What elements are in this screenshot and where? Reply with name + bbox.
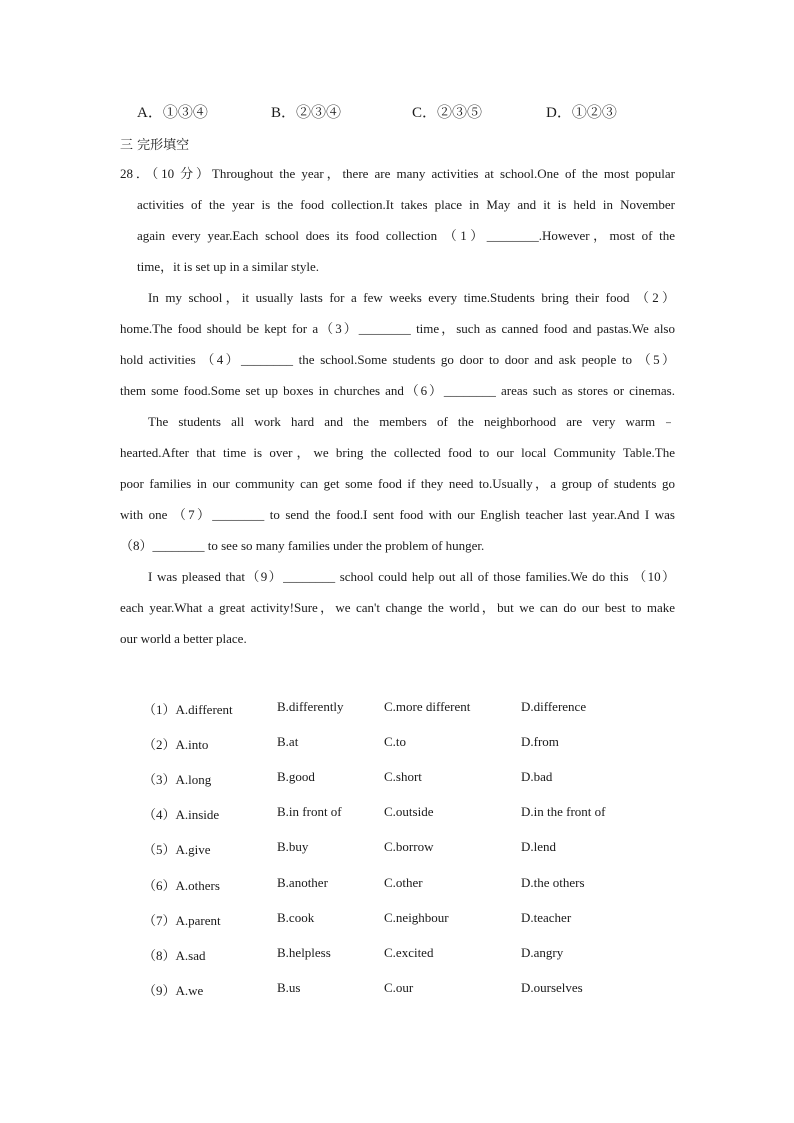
passage-line: again every year.Each school does its food collection （1）________.However，most of the: [137, 228, 675, 243]
choice-row: [0, 910, 794, 930]
choice-b: B.differently: [277, 699, 344, 714]
choice-a: （4）A.inside: [143, 807, 220, 822]
choice-b: B.cook: [277, 910, 315, 925]
previous-question-options: [0, 101, 794, 123]
choice-c: C.neighbour: [384, 910, 449, 925]
choice-b: B.us: [277, 980, 301, 995]
choice-d: D.from: [521, 734, 559, 749]
choice-d: D.bad: [521, 769, 553, 784]
passage-line: each year.What a great activity!Sure，we can't change the world，but we can do our best to make: [120, 600, 675, 615]
choice-a: （2）A.into: [143, 737, 209, 752]
choice-a: （9）A.we: [143, 983, 204, 998]
passage-line: hearted.After that time is over，we bring the collected food to our local Community Table.The: [120, 445, 675, 460]
passage-line: poor families in our community can get some food if they need to.Usually，a group of students go: [120, 476, 675, 491]
choice-b: B.buy: [277, 839, 309, 854]
passage-line: activities of the year is the food collection.It takes place in May and it is held in November: [137, 197, 675, 212]
choice-b: B.helpless: [277, 945, 331, 960]
passage-line: time，it is set up in a similar style.: [137, 259, 319, 274]
passage-line: home.The food should be kept for a（3）________ time，such as canned food and pastas.We also: [120, 321, 675, 336]
choice-d: D.the others: [521, 875, 585, 890]
choice-d: D.teacher: [521, 910, 572, 925]
choice-c: C.our: [384, 980, 414, 995]
choice-row: [0, 734, 794, 754]
choice-c: C.to: [384, 734, 407, 749]
option-a: A．①③④: [137, 105, 208, 121]
choice-row: [0, 839, 794, 859]
choice-c: C.borrow: [384, 839, 434, 854]
choice-c: C.outside: [384, 804, 434, 819]
choice-b: B.another: [277, 875, 328, 890]
option-d: D．①②③: [546, 105, 617, 121]
choice-b: B.good: [277, 769, 315, 784]
choice-c: C.more different: [384, 699, 471, 714]
choice-a: （7）A.parent: [143, 913, 221, 928]
choice-row: [0, 945, 794, 965]
passage-line: our world a better place.: [120, 631, 247, 646]
choice-c: C.short: [384, 769, 422, 784]
choice-a: （8）A.sad: [143, 948, 206, 963]
passage-line: I was pleased that（9）________ school could help out all of those families.We do this （10）: [148, 569, 675, 584]
choice-d: D.in the front of: [521, 804, 606, 819]
passage-line: 28．（10 分）Throughout the year，there are many activities at school.One of the most popular: [120, 166, 675, 181]
choice-row: [0, 804, 794, 824]
passage-line: hold activities （4）________ the school.Some students go door to door and ask people to （5）: [120, 352, 675, 367]
choice-a: （3）A.long: [143, 772, 212, 787]
choice-b: B.in front of: [277, 804, 342, 819]
choice-row: [0, 769, 794, 789]
passage-line: them some food.Some set up boxes in churches and（6）________ areas such as stores or cinemas.: [120, 383, 675, 398]
option-b: B．②③④: [271, 105, 342, 121]
passage-line: In my school，it usually lasts for a few weeks every time.Students bring their food （2）: [148, 290, 675, 305]
choice-b: B.at: [277, 734, 299, 749]
section-title: 三 完形填空: [120, 138, 190, 153]
option-c: C．②③⑤: [412, 105, 483, 121]
choice-row: [0, 699, 794, 719]
passage-line: The students all work hard and the members of the neighborhood are very warm﹣: [148, 414, 675, 429]
choice-d: D.difference: [521, 699, 587, 714]
choice-d: D.ourselves: [521, 980, 583, 995]
choice-c: C.excited: [384, 945, 434, 960]
choice-row: [0, 875, 794, 895]
passage-line: with one （7）________ to send the food.I sent food with our English teacher last year.And I was: [120, 507, 675, 522]
choice-a: （1）A.different: [143, 702, 233, 717]
choice-c: C.other: [384, 875, 423, 890]
choice-d: D.angry: [521, 945, 564, 960]
choice-a: （6）A.others: [143, 878, 220, 893]
choice-d: D.lend: [521, 839, 557, 854]
passage-line: （8）________ to see so many families under the problem of hunger.: [120, 538, 485, 553]
choice-a: （5）A.give: [143, 842, 211, 857]
choice-row: [0, 980, 794, 1000]
